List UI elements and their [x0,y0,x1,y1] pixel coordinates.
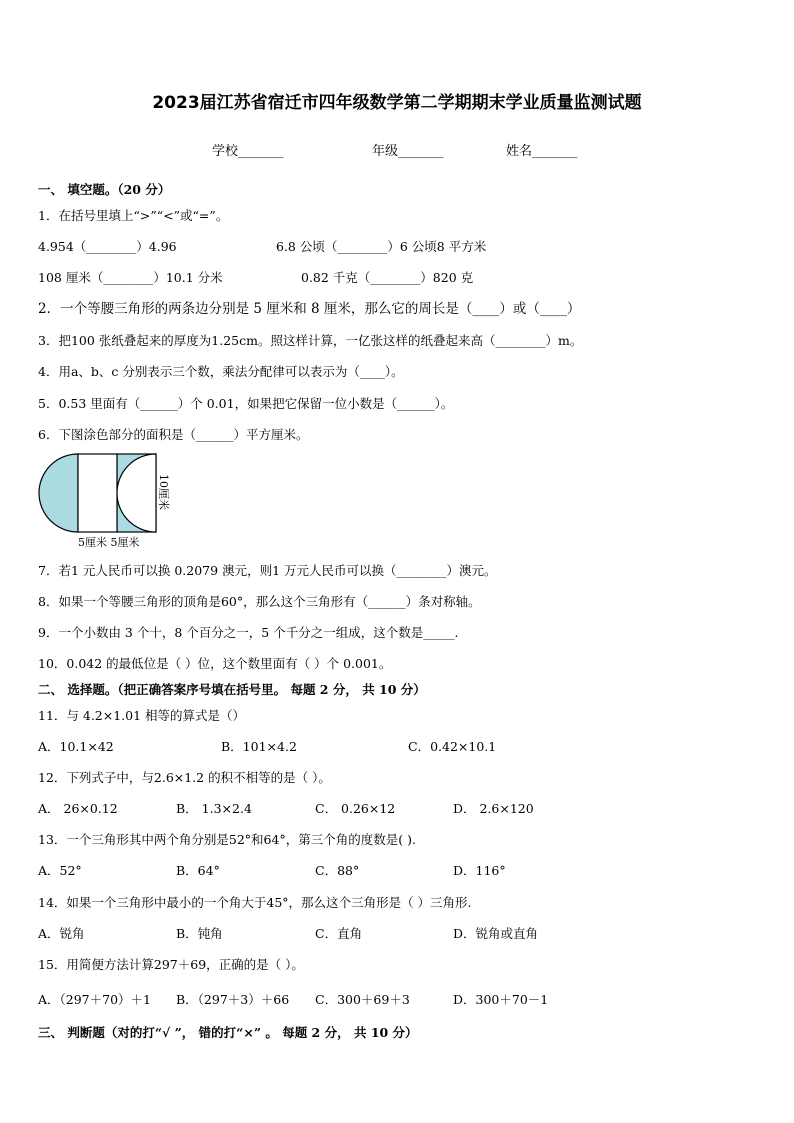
question-12: 12．下列式子中，与2.6×1.2 的积不相等的是（ ）。 [38,770,331,785]
q14-option-d: D．锐角或直角 [453,926,539,941]
name-field: 姓名_______ [506,144,578,159]
question-8: 8．如果一个等腰三角形的顶角是60°，那么这个三角形有（______）条对称轴。 [38,594,481,609]
q14-option-c: C．直角 [315,926,363,941]
q11-option-b: B．101×4.2 [221,739,297,754]
q15-option-a: A．（297＋70）＋1 [38,992,151,1007]
grade-field: 年级_______ [372,144,444,159]
left-rectangle [78,454,117,532]
school-field: 学校_______ [212,144,284,159]
question-11: 11．与 4.2×1.01 相等的算式是（） [38,708,246,723]
q13-option-d: D．116° [453,863,506,878]
q14-option-b: B．钝角 [176,926,223,941]
question-7: 7．若1 元人民币可以换 0.2079 澳元，则1 万元人民币可以换（________）澳元。 [38,563,497,578]
q12-option-b: B． 1.3×2.4 [176,801,252,816]
q15-option-c: C．300＋69＋3 [315,992,410,1007]
question-10: 10．0.042 的最低位是（ ）位，这个数里面有（ ）个 0.001。 [38,656,392,671]
q13-option-c: C．88° [315,863,360,878]
q12-option-a: A． 26×0.12 [38,801,118,816]
question-1: 1．在括号里填上“>”“<”或“=”。 [38,208,229,223]
q11-option-a: A．10.1×42 [38,739,114,754]
section3-heading: 三、 判断题（对的打“√ ”， 错的打“×” 。 每题 2 分， 共 10 分） [38,1025,418,1040]
question-5: 5．0.53 里面有（______）个 0.01，如果把它保留一位小数是（______）。 [38,396,454,411]
question-1c: 108 厘米（________）10.1 分米 [38,270,223,285]
question-1b: 6.8 公顷（________）6 公顷8 平方米 [276,239,487,254]
q13-option-b: B．64° [176,863,220,878]
question-1a: 4.954（________）4.96 [38,239,177,254]
question-15: 15．用简便方法计算297＋69，正确的是（ ）。 [38,957,304,972]
question-1d: 0.82 千克（________）820 克 [301,270,474,285]
figure-label-height: 10厘米 [157,474,170,510]
section1-heading: 一、 填空题。（20 分） [38,182,171,197]
shaded-area-figure [36,448,186,552]
q12-option-d: D． 2.6×120 [453,801,534,816]
section2-heading: 二、 选择题。（把正确答案序号填在括号里。 每题 2 分， 共 10 分） [38,682,426,697]
q12-option-c: C． 0.26×12 [315,801,396,816]
question-9: 9．一个小数由 3 个十，8 个百分之一，5 个千分之一组成，这个数是_____. [38,625,459,640]
q14-option-a: A．锐角 [38,926,85,941]
question-13: 13．一个三角形其中两个角分别是52°和64°，第三个角的度数是( ). [38,832,416,847]
q13-option-a: A．52° [38,863,82,878]
left-semicircle [39,454,78,532]
question-2: 2．一个等腰三角形的两条边分别是 5 厘米和 8 厘米，那么它的周长是（____）或（____） [38,301,581,317]
page-title: 2023届江苏省宿迁市四年级数学第二学期期末学业质量监测试题 [152,93,642,113]
q15-option-d: D．300＋70－1 [453,992,549,1007]
q11-option-c: C．0.42×10.1 [408,739,497,754]
q15-option-b: B．（297＋3）＋66 [176,992,290,1007]
figure-label-bottom: 5厘米 5厘米 [78,536,140,549]
question-14: 14．如果一个三角形中最小的一个角大于45°，那么这个三角形是（ ）三角形. [38,895,472,910]
question-3: 3．把100 张纸叠起来的厚度为1.25cm。照这样计算，一亿张这样的纸叠起来高（________）m。 [38,333,583,348]
question-4: 4．用a、b、c 分别表示三个数，乘法分配律可以表示为（____）。 [38,364,404,379]
question-6: 6．下图涂色部分的面积是（______）平方厘米。 [38,427,309,442]
